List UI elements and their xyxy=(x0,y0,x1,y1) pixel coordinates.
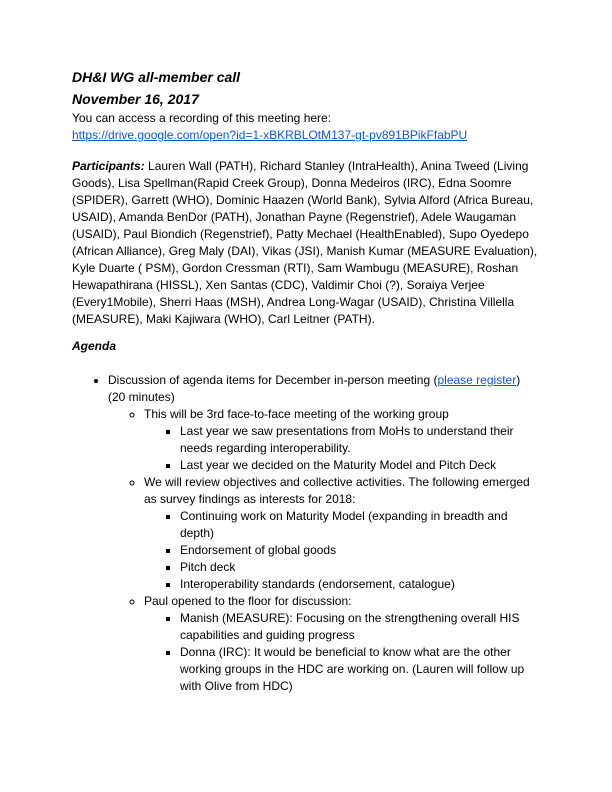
agenda-sublist xyxy=(108,406,540,695)
recording-link-line xyxy=(72,127,540,144)
agenda-heading: Agenda xyxy=(72,339,117,353)
participants-label: Participants: xyxy=(72,159,145,173)
recording-intro-text: You can access a recording of this meeting here: xyxy=(72,111,332,125)
agenda-detail-item: ▪ Interoperability standards (endorsement, catalogue) xyxy=(180,576,540,593)
agenda-subitem-text: Paul opened to the floor for discussion: xyxy=(144,594,352,608)
agenda-detail-item: ▪ Manish (MEASURE): Focusing on the strengthening overall HIS capabilities and guiding progress xyxy=(180,610,540,644)
doc-title: DH&I WG all-member call xyxy=(72,69,241,85)
participants-paragraph xyxy=(72,158,540,328)
agenda-detail-item: ▪ Last year we decided on the Maturity Model and Pitch Deck xyxy=(180,457,540,474)
agenda-item-text-post: ) (20 minutes) xyxy=(108,373,521,404)
agenda-subitem-review xyxy=(144,474,540,593)
agenda-detail-item: ▪ Donna (IRC): It would be beneficial to know what are the other working groups in the HDC are working on. (Lauren will follow up with Olive from HDC) xyxy=(180,644,540,695)
agenda-subitem-floor-discussion xyxy=(144,593,540,695)
agenda-subitem-text: We will review objectives and collective activities. The following emerged as survey findings as interests for 2018: xyxy=(144,475,530,506)
agenda-detail-item: ▪ Last year we saw presentations from MoHs to understand their needs regarding interoperability. xyxy=(180,423,540,457)
agenda-subitem-meeting xyxy=(144,406,540,474)
agenda-list xyxy=(72,372,540,695)
please-register-link[interactable]: please register xyxy=(437,373,517,387)
recording-link[interactable]: https://drive.google.com/open?id=1-xBKRBLOtM137-gt-pv891BPikFfabPU xyxy=(72,128,468,142)
agenda-subsublist xyxy=(144,508,540,593)
agenda-subsublist xyxy=(144,423,540,474)
doc-date: November 16, 2017 xyxy=(72,91,199,107)
agenda-item-text-pre: Discussion of agenda items for December in-person meeting ( xyxy=(108,373,438,387)
agenda-subsublist xyxy=(144,610,540,695)
agenda-detail-item: ▪ Endorsement of global goods xyxy=(180,542,540,559)
participants-list: Lauren Wall (PATH), Richard Stanley (IntraHealth), Anina Tweed (Living Goods), Lisa Spellman(Rapid Creek Group), Donna Medeiros (IRC), Edna Soomre (SPIDER), Garrett (WHO), Dominic Haazen (World Bank), Sylvia Alford (Africa Bureau, USAID), Amanda BenDor (PATH), Jonathan Payne (Regenstrief), Adele Waugaman (USAID), Paul Biondich (Regenstrief), Patty Mechael (HealthEnabled), Supo Oyedepo (African Alliance), Greg Maly (DAI), Vikas (JSI), Manish Kumar (MEASURE Evaluation), Kyle Duarte ( PSM), Gordon Cressman (RTI), Sam Wambugu (MEASURE), Roshan Hewapathirana (HISSL), Xen Santas (CDC), Valdimir Choi (?), Soraiya Verjee (Every1Mobile), Sherri Haas (MSH), Andrea Long-Wagar (USAID), Christina Villella (MEASURE), Maki Kajiwara (WHO), Carl Leitner (PATH). xyxy=(72,159,538,326)
agenda-detail-item: ▪ Continuing work on Maturity Model (expanding in breadth and depth) xyxy=(180,508,540,542)
agenda-subitem-text: This will be 3rd face-to-face meeting of the working group xyxy=(144,407,449,421)
agenda-detail-item: ▪ Pitch deck xyxy=(180,559,540,576)
agenda-item-discussion xyxy=(108,372,540,695)
